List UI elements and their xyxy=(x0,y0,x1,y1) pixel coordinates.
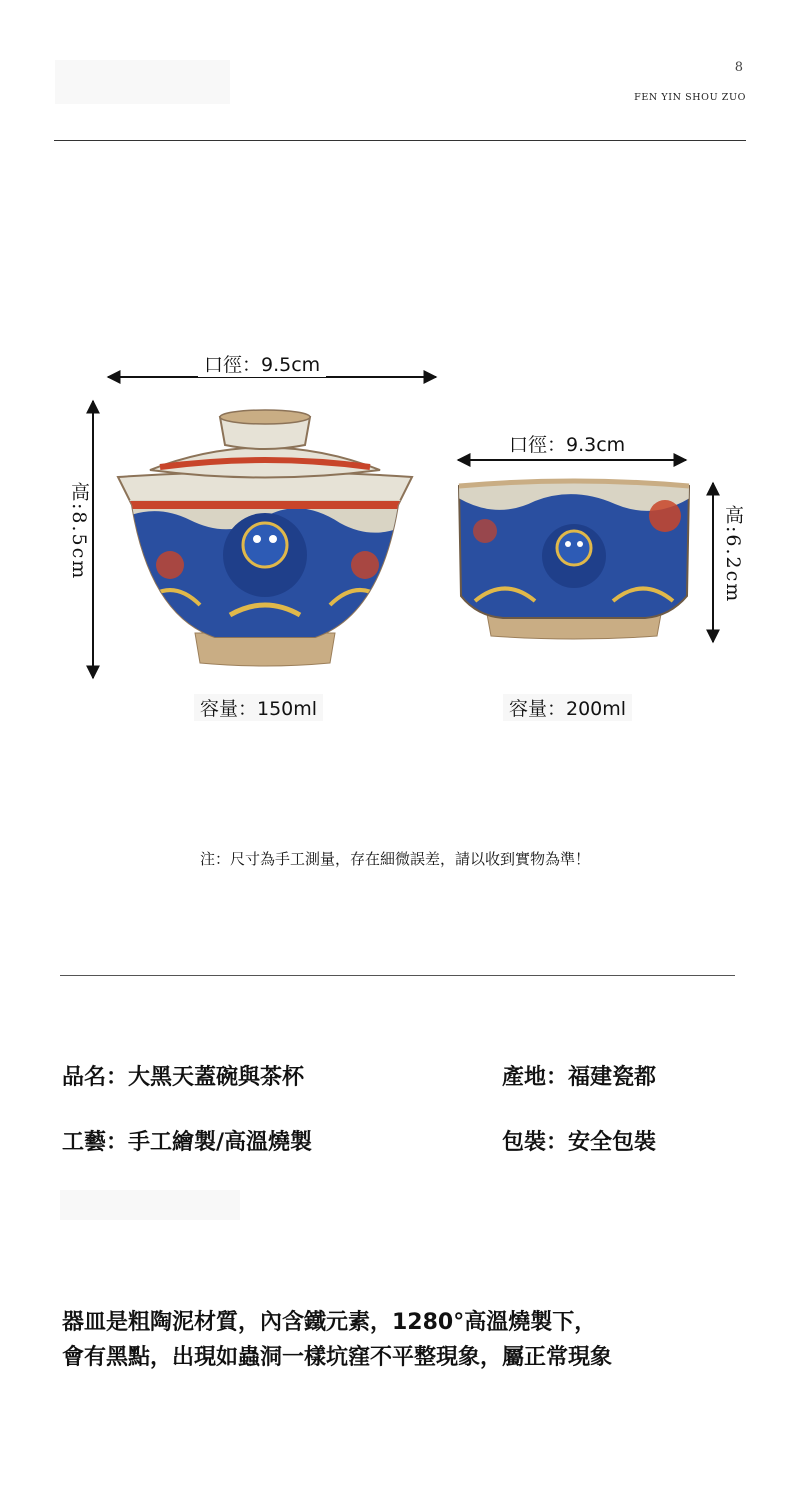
middle-divider xyxy=(60,975,735,976)
gaiwan-height-label: 高:8.5cm xyxy=(68,482,90,581)
measurement-note: 注：尺寸為手工測量，存在細微誤差，請以收到實物為準！ xyxy=(199,850,590,868)
gaiwan-capacity-label: 容量：150ml xyxy=(194,694,323,721)
cup-height-label: 高:6.2cm xyxy=(722,505,744,604)
brand-name: FEN YIN SHOU ZUO xyxy=(634,92,746,103)
spec-product-name: 品名：大黑天蓋碗與茶杯 xyxy=(62,1065,305,1090)
cup-diameter-label: 口徑：9.3cm xyxy=(503,430,631,457)
cup-capacity-label: 容量：200ml xyxy=(503,694,632,721)
description-line-1: 器皿是粗陶泥材質，內含鐵元素，1280°高溫燒製下， xyxy=(62,1310,597,1335)
spec-placeholder xyxy=(60,1190,240,1220)
description-line-2: 會有黑點，出現如蟲洞一樣坑窪不平整現象，屬正常現象 xyxy=(62,1345,613,1370)
spec-packaging: 包裝：安全包裝 xyxy=(502,1130,657,1155)
gaiwan-image xyxy=(110,405,420,670)
gaiwan-diameter-label: 口徑：9.5cm xyxy=(198,350,326,377)
tea-cup-image xyxy=(455,476,693,641)
spec-craft: 工藝：手工繪製/高溫燒製 xyxy=(62,1130,313,1155)
spec-origin: 產地：福建瓷都 xyxy=(502,1065,657,1090)
page-number: 8 xyxy=(734,60,743,75)
